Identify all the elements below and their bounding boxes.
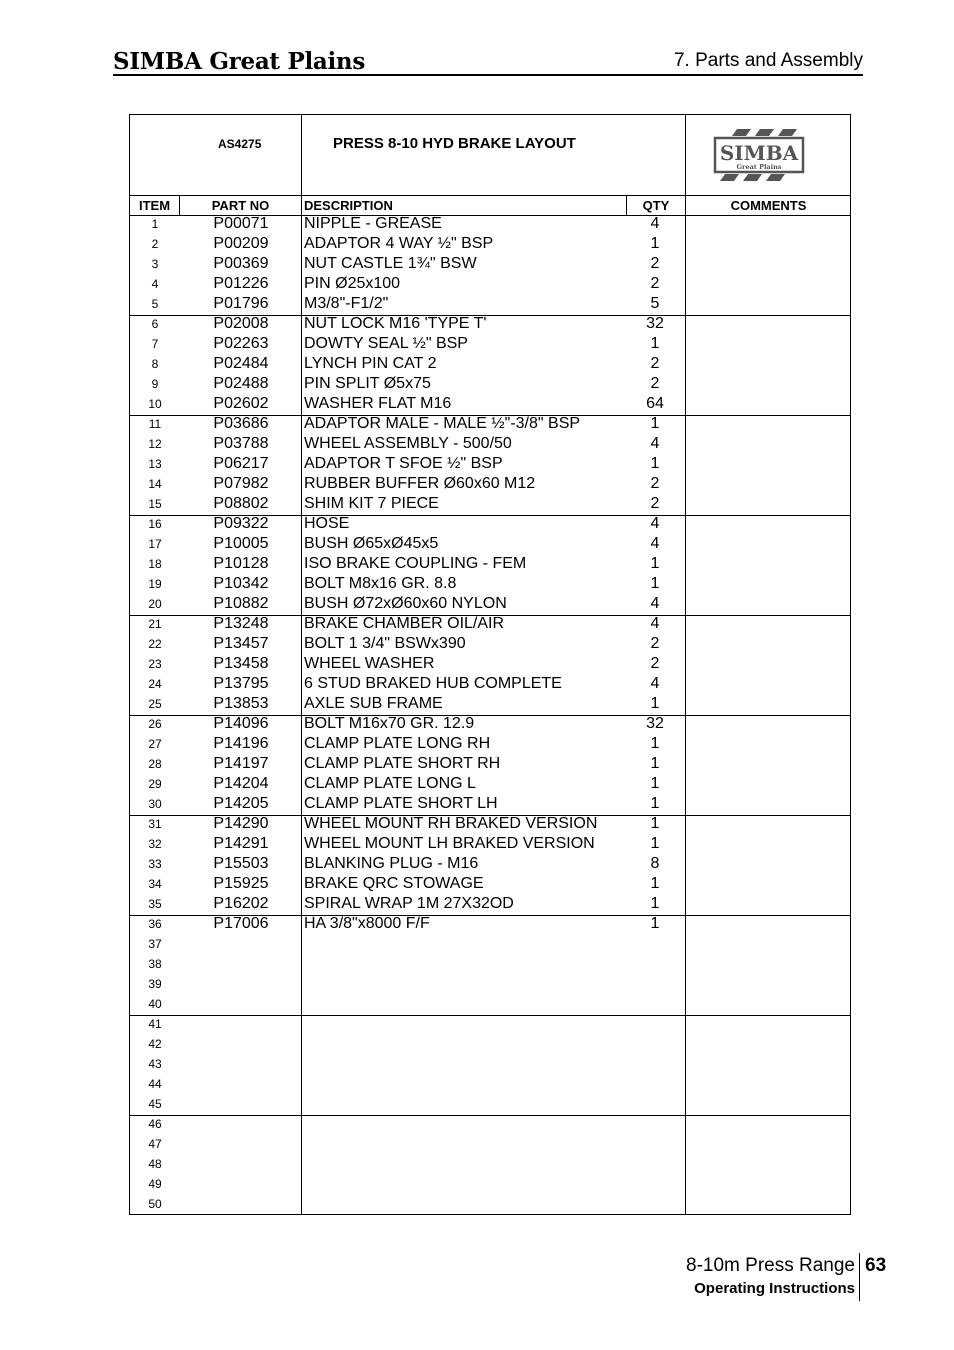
parts-table: [129, 114, 851, 1215]
svg-text:SIMBA: SIMBA: [719, 141, 799, 165]
table-row: [130, 594, 850, 614]
item-number: 40: [148, 997, 162, 1011]
part-number: P02484: [213, 355, 269, 372]
part-description: 6 STUD BRAKED HUB COMPLETE: [304, 675, 562, 692]
table-row: [130, 674, 850, 694]
item-number: 3: [151, 257, 159, 271]
table-row: [130, 994, 850, 1014]
part-quantity: 64: [646, 395, 664, 412]
item-number: 6: [151, 317, 159, 331]
part-quantity: 1: [650, 415, 660, 432]
table-row: [130, 734, 850, 754]
part-number: P17006: [213, 915, 269, 932]
part-number: P03686: [213, 415, 269, 432]
part-number: P13457: [213, 635, 269, 652]
group-divider: [130, 415, 850, 416]
part-description: CLAMP PLATE SHORT LH: [304, 795, 498, 812]
part-description: WHEEL ASSEMBLY - 500/50: [304, 435, 512, 452]
column-header-item: ITEM: [138, 198, 171, 213]
part-number: P08802: [213, 495, 269, 512]
part-quantity: 1: [650, 555, 660, 572]
item-number: 38: [148, 957, 162, 971]
part-quantity: 2: [650, 495, 660, 512]
part-number: P06217: [213, 455, 269, 472]
item-number: 32: [148, 837, 162, 851]
part-number: P10882: [213, 595, 269, 612]
table-row: [130, 554, 850, 574]
table-row: [130, 614, 850, 634]
part-description: CLAMP PLATE LONG L: [304, 775, 476, 792]
item-number: 48: [148, 1157, 162, 1171]
item-number: 22: [148, 637, 162, 651]
part-number: P02008: [213, 315, 269, 332]
part-quantity: 4: [650, 435, 660, 452]
part-quantity: 4: [650, 615, 660, 632]
table-row: [130, 1134, 850, 1154]
part-quantity: 1: [650, 895, 660, 912]
item-number: 11: [148, 417, 162, 431]
part-quantity: 4: [650, 215, 660, 232]
part-number: P13458: [213, 655, 269, 672]
table-row: [130, 534, 850, 554]
part-number: P02263: [213, 335, 269, 352]
column-header-qty: QTY: [642, 198, 670, 213]
item-number: 46: [148, 1117, 162, 1131]
table-row: [130, 574, 850, 594]
item-number: 26: [148, 717, 162, 731]
part-description: CLAMP PLATE LONG RH: [304, 735, 491, 752]
table-row: [130, 854, 850, 874]
part-quantity: 4: [650, 595, 660, 612]
part-description: PIN SPLIT Ø5x75: [304, 375, 431, 392]
part-quantity: 1: [650, 695, 660, 712]
item-number: 47: [148, 1137, 162, 1151]
footer-subtitle: Operating Instructions: [694, 1280, 855, 1297]
part-description: SHIM KIT 7 PIECE: [304, 495, 439, 512]
part-number: P14196: [213, 735, 269, 752]
item-number: 4: [151, 277, 159, 291]
part-quantity: 2: [650, 275, 660, 292]
group-divider: [130, 1015, 850, 1016]
table-row: [130, 354, 850, 374]
table-row: [130, 494, 850, 514]
part-number: P14291: [213, 835, 269, 852]
item-number: 19: [148, 577, 162, 591]
part-quantity: 4: [650, 515, 660, 532]
part-quantity: 32: [646, 715, 664, 732]
table-row: [130, 274, 850, 294]
part-quantity: 1: [650, 455, 660, 472]
table-row: [130, 1194, 850, 1214]
part-description: SPIRAL WRAP 1M 27X32OD: [304, 895, 514, 912]
part-number: P14204: [213, 775, 269, 792]
table-row: [130, 474, 850, 494]
part-quantity: 1: [650, 915, 660, 932]
item-number: 27: [148, 737, 162, 751]
part-quantity: 1: [650, 775, 660, 792]
part-number: P00071: [213, 215, 269, 232]
item-number: 24: [148, 677, 162, 691]
part-quantity: 8: [650, 855, 660, 872]
part-description: BUSH Ø72xØ60x60 NYLON: [304, 595, 507, 612]
column-header-comments: COMMENTS: [730, 198, 807, 213]
part-description: BRAKE QRC STOWAGE: [304, 875, 484, 892]
part-description: BOLT M16x70 GR. 12.9: [304, 715, 475, 732]
table-row: [130, 1034, 850, 1054]
part-number: P02602: [213, 395, 269, 412]
column-header-description: DESCRIPTION: [304, 198, 393, 213]
table-row: [130, 1174, 850, 1194]
item-number: 29: [148, 777, 162, 791]
item-number: 13: [148, 457, 162, 471]
table-row: [130, 694, 850, 714]
part-number: P07982: [213, 475, 269, 492]
part-quantity: 1: [650, 795, 660, 812]
part-description: BOLT 1 3/4" BSWx390: [304, 635, 466, 652]
item-number: 31: [148, 817, 162, 831]
part-number: P10342: [213, 575, 269, 592]
part-description: DOWTY SEAL ½" BSP: [304, 335, 468, 352]
part-description: RUBBER BUFFER Ø60x60 M12: [304, 475, 536, 492]
part-number: P15925: [213, 875, 269, 892]
part-quantity: 2: [650, 655, 660, 672]
part-quantity: 2: [650, 635, 660, 652]
item-number: 34: [148, 877, 162, 891]
part-quantity: 4: [650, 675, 660, 692]
part-description: PIN Ø25x100: [304, 275, 401, 292]
table-row: [130, 794, 850, 814]
item-number: 25: [148, 697, 162, 711]
drawing-code: AS4275: [218, 137, 262, 151]
item-number: 18: [148, 557, 162, 571]
part-quantity: 1: [650, 235, 660, 252]
table-row: [130, 1154, 850, 1174]
table-row: [130, 434, 850, 454]
part-description: M3/8"-F1/2": [304, 295, 389, 312]
item-number: 20: [148, 597, 162, 611]
part-quantity: 2: [650, 375, 660, 392]
drawing-title: PRESS 8-10 HYD BRAKE LAYOUT: [333, 135, 576, 152]
part-quantity: 1: [650, 735, 660, 752]
table-row: [130, 1094, 850, 1114]
part-number: P14205: [213, 795, 269, 812]
part-quantity: 1: [650, 815, 660, 832]
item-number: 15: [148, 497, 162, 511]
table-row: [130, 714, 850, 734]
table-row: [130, 314, 850, 334]
table-row: [130, 1054, 850, 1074]
group-divider: [130, 315, 850, 316]
part-description: BOLT M8x16 GR. 8.8: [304, 575, 457, 592]
part-description: HA 3/8"x8000 F/F: [304, 915, 430, 932]
item-number: 8: [151, 357, 159, 371]
table-row: [130, 894, 850, 914]
group-divider: [130, 815, 850, 816]
part-quantity: 5: [650, 295, 660, 312]
item-number: 41: [148, 1017, 162, 1031]
part-description: BLANKING PLUG - M16: [304, 855, 479, 872]
table-row: [130, 334, 850, 354]
table-row: [130, 1114, 850, 1134]
table-row: [130, 954, 850, 974]
part-quantity: 1: [650, 835, 660, 852]
table-row: [130, 414, 850, 434]
item-number: 17: [148, 537, 162, 551]
table-row: [130, 394, 850, 414]
item-number: 21: [148, 617, 162, 631]
part-number: P01796: [213, 295, 269, 312]
part-description: ISO BRAKE COUPLING - FEM: [304, 555, 527, 572]
item-number: 30: [148, 797, 162, 811]
column-header-part-no: PART NO: [211, 198, 270, 213]
part-quantity: 4: [650, 535, 660, 552]
part-description: WHEEL MOUNT RH BRAKED VERSION: [304, 815, 598, 832]
part-quantity: 2: [650, 355, 660, 372]
table-row: [130, 1074, 850, 1094]
item-number: 28: [148, 757, 162, 771]
item-number: 35: [148, 897, 162, 911]
part-number: P14290: [213, 815, 269, 832]
section-title: 7. Parts and Assembly: [673, 50, 863, 71]
table-row: [130, 914, 850, 934]
table-row: [130, 294, 850, 314]
item-number: 42: [148, 1037, 162, 1051]
part-description: HOSE: [304, 515, 350, 532]
part-description: CLAMP PLATE SHORT RH: [304, 755, 501, 772]
footer-range: 8-10m Press Range: [686, 1255, 855, 1276]
item-number: 1: [151, 217, 159, 231]
part-description: WASHER FLAT M16: [304, 395, 452, 412]
item-number: 5: [151, 297, 159, 311]
part-number: P15503: [213, 855, 269, 872]
part-quantity: 1: [650, 875, 660, 892]
part-quantity: 2: [650, 255, 660, 272]
table-row: [130, 814, 850, 834]
part-number: P00209: [213, 235, 269, 252]
item-number: 50: [148, 1197, 162, 1211]
table-row: [130, 834, 850, 854]
table-row: [130, 1014, 850, 1034]
table-row: [130, 974, 850, 994]
part-description: NUT CASTLE 1¾" BSW: [304, 255, 477, 272]
header-rule: [113, 74, 863, 76]
table-row: [130, 754, 850, 774]
part-number: P00369: [213, 255, 269, 272]
part-number: P13853: [213, 695, 269, 712]
table-row: [130, 254, 850, 274]
brand-title: SIMBA Great Plains: [113, 48, 365, 75]
item-number: 44: [148, 1077, 162, 1091]
table-row: [130, 774, 850, 794]
page-number: 63: [865, 1255, 887, 1276]
part-description: BUSH Ø65xØ45x5: [304, 535, 439, 552]
part-number: P10005: [213, 535, 269, 552]
part-quantity: 1: [650, 755, 660, 772]
table-row: [130, 514, 850, 534]
item-number: 37: [148, 937, 162, 951]
group-divider: [130, 515, 850, 516]
part-number: P03788: [213, 435, 269, 452]
part-number: P16202: [213, 895, 269, 912]
table-row: [130, 214, 850, 234]
table-row: [130, 454, 850, 474]
part-description: NIPPLE - GREASE: [304, 215, 442, 232]
item-number: 43: [148, 1057, 162, 1071]
part-description: ADAPTOR MALE - MALE ½"-3/8" BSP: [304, 415, 581, 432]
part-description: ADAPTOR T SFOE ½" BSP: [304, 455, 503, 472]
table-row: [130, 374, 850, 394]
item-number: 36: [148, 917, 162, 931]
table-row: [130, 234, 850, 254]
item-number: 9: [151, 377, 159, 391]
item-number: 16: [148, 517, 162, 531]
item-number: 2: [151, 237, 159, 251]
part-number: P14197: [213, 755, 269, 772]
item-number: 14: [148, 477, 162, 491]
item-number: 49: [148, 1177, 162, 1191]
simba-logo: [713, 127, 805, 183]
table-row: [130, 874, 850, 894]
part-number: P01226: [213, 275, 269, 292]
part-quantity: 2: [650, 475, 660, 492]
group-divider: [130, 615, 850, 616]
part-description: LYNCH PIN CAT 2: [304, 355, 437, 372]
part-number: P14096: [213, 715, 269, 732]
part-description: NUT LOCK M16 'TYPE T': [304, 315, 487, 332]
part-description: WHEEL MOUNT LH BRAKED VERSION: [304, 835, 595, 852]
part-quantity: 32: [646, 315, 664, 332]
part-description: WHEEL WASHER: [304, 655, 435, 672]
item-number: 39: [148, 977, 162, 991]
part-description: BRAKE CHAMBER OIL/AIR: [304, 615, 505, 632]
part-quantity: 1: [650, 575, 660, 592]
item-number: 33: [148, 857, 162, 871]
part-number: P13795: [213, 675, 269, 692]
item-number: 23: [148, 657, 162, 671]
part-number: P10128: [213, 555, 269, 572]
part-quantity: 1: [650, 335, 660, 352]
table-row: [130, 934, 850, 954]
part-description: AXLE SUB FRAME: [304, 695, 443, 712]
part-description: ADAPTOR 4 WAY ½" BSP: [304, 235, 494, 252]
part-number: P09322: [213, 515, 269, 532]
group-divider: [130, 915, 850, 916]
part-number: P02488: [213, 375, 269, 392]
group-divider: [130, 1115, 850, 1116]
svg-text:Great Plains: Great Plains: [736, 163, 782, 171]
item-number: 12: [148, 437, 162, 451]
item-number: 45: [148, 1097, 162, 1111]
footer-divider: [859, 1253, 860, 1301]
part-number: P13248: [213, 615, 269, 632]
group-divider: [130, 715, 850, 716]
item-number: 10: [148, 397, 162, 411]
table-row: [130, 654, 850, 674]
item-number: 7: [151, 337, 159, 351]
table-row: [130, 634, 850, 654]
